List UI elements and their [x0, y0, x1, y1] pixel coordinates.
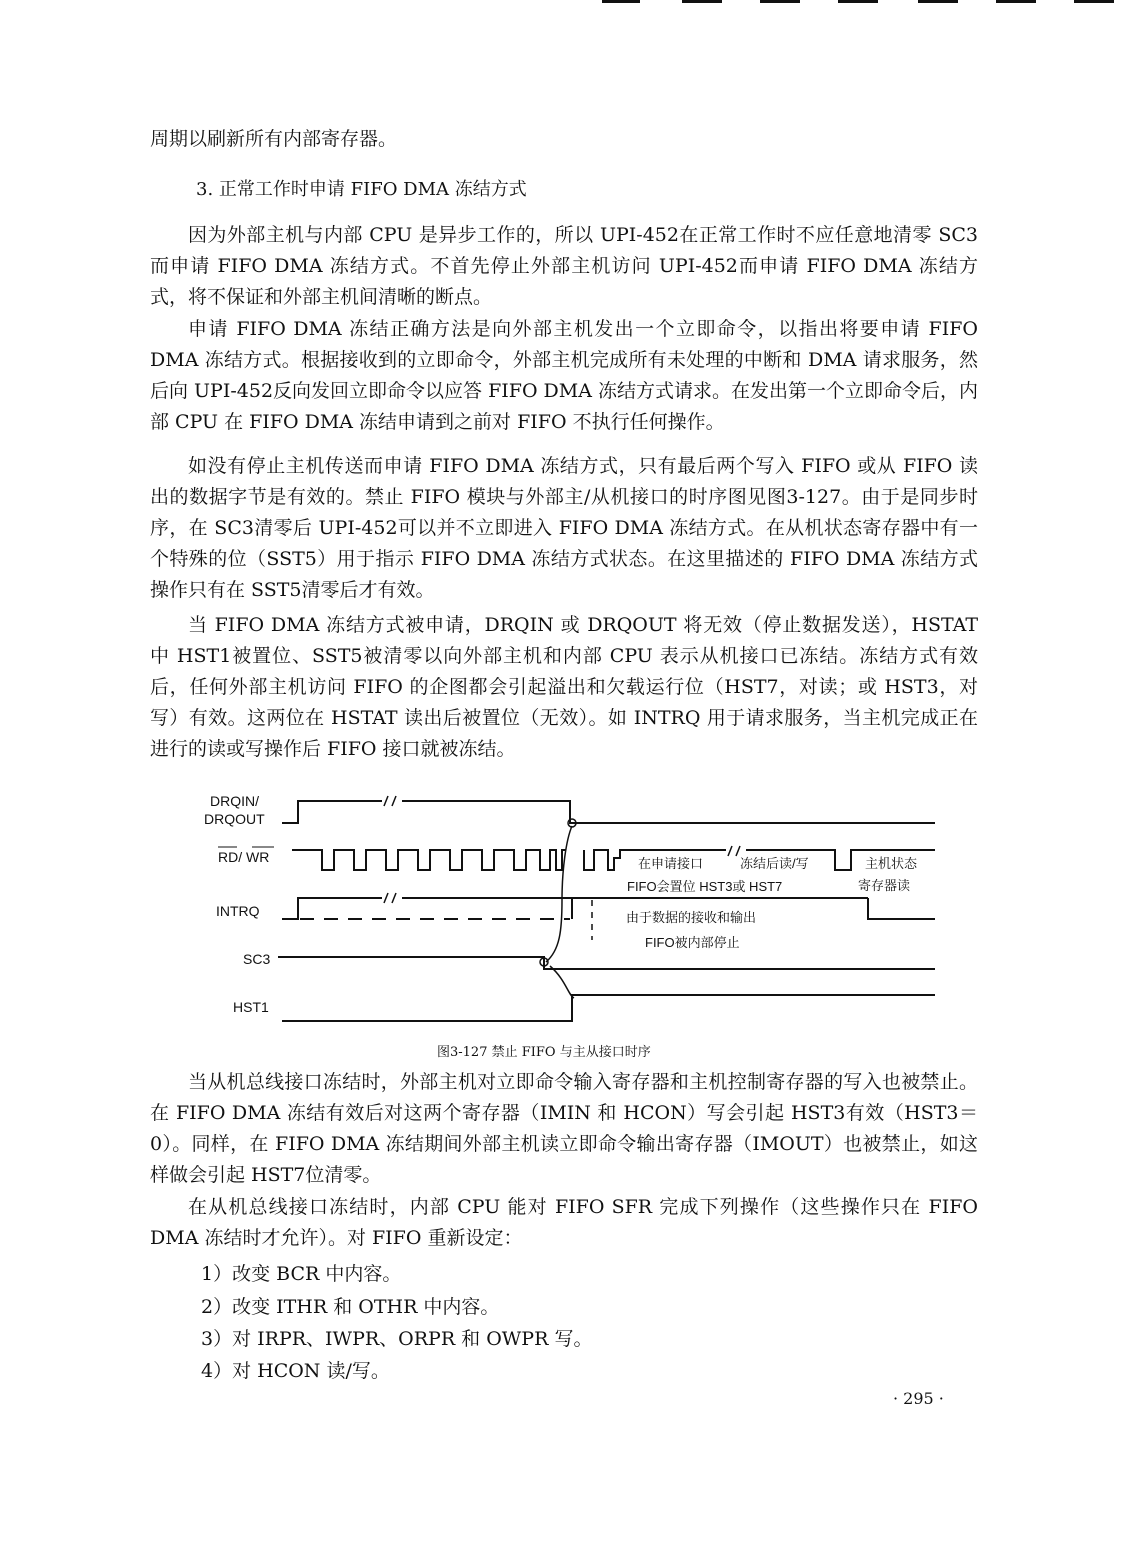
note-request-interface: 在申请接口	[638, 856, 704, 871]
label-intrq: INTRQ	[216, 903, 260, 919]
paragraph: 在从机总线接口冻结时，内部 CPU 能对 FIFO SFR 完成下列操作（这些操作只在 FIFO DMA 冻结时才允许）。对 FIFO 重新设定：	[150, 1196, 978, 1249]
top-rule	[760, 0, 800, 3]
page-number: · 295 ·	[893, 1389, 944, 1408]
intrq-break	[384, 893, 396, 903]
drq-break	[384, 796, 396, 806]
rdwr-waveform	[292, 850, 566, 870]
causality-curve	[546, 826, 572, 962]
label-sc3: SC3	[243, 951, 271, 967]
label-drqin: DRQIN/	[210, 793, 259, 809]
note-master-status-2: 寄存器读	[858, 878, 911, 893]
paragraph: 周期以刷新所有内部寄存器。	[150, 128, 398, 150]
paragraph: 当 FIFO DMA 冻结方式被申请，DRQIN 或 DRQOUT 将无效（停止数据发送），HSTAT 中 HST1被置位、SST5被清零以向外部主机和内部 CPU 表示从机接口已冻结。冻结方式有效后，任何外部主机访问 FIFO 的企图都会引起溢出和欠载运行位（HST7，对读；或 HST3，对写）有效。这两位在 HSTAT 读出后被置位（无效）。如 INTRQ 用于请求服务，当主机完成正在进行的读或写操作后 FIFO 接口就被冻结。	[150, 614, 978, 760]
label-drqout: DRQOUT	[204, 811, 265, 827]
paragraph: 因为外部主机与内部 CPU 是异步工作的，所以 UPI-452在正常工作时不应任意地清零 SC3而申请 FIFO DMA 冻结方式。不首先停止外部主机访问 UPI-452而申请 FIFO DMA 冻结方式，将不保证和外部主机间清晰的断点。	[150, 224, 978, 308]
note-after-freeze: 冻结后读/写	[740, 856, 809, 871]
rdwr-break	[728, 846, 740, 856]
drq-waveform	[282, 801, 935, 823]
note-fifo-set: FIFO会置位 HST3或 HST7	[627, 879, 783, 894]
list-item: 3）对 IRPR、IWPR、ORPR 和 OWPR 写。	[201, 1328, 593, 1350]
note-stop-2: FIFO被内部停止	[645, 935, 740, 950]
note-stop-1: 由于数据的接收和输出	[626, 910, 757, 925]
top-rule	[1074, 0, 1114, 3]
timing-diagram	[0, 790, 1122, 1030]
top-rule	[996, 0, 1036, 3]
paragraph: 当从机总线接口冻结时，外部主机对立即命令输入寄存器和主机控制寄存器的写入也被禁止。在 FIFO DMA 冻结有效后对这两个寄存器（IMIN 和 HCON）写会引起 HST3有效（HST3＝0）。同样，在 FIFO DMA 冻结期间外部主机读立即命令输出寄存器（IMOUT）也被禁止，如这样做会引起 HST7位清零。	[150, 1071, 978, 1186]
intrq-waveform	[282, 898, 935, 919]
label-rdwr: RD/ WR	[218, 849, 270, 865]
figure-caption: 图3-127 禁止 FIFO 与主从接口时序	[437, 1045, 651, 1060]
section-heading: 3. 正常工作时申请 FIFO DMA 冻结方式	[196, 179, 527, 200]
list-item: 1）改变 BCR 中内容。	[201, 1263, 402, 1285]
top-rule	[918, 0, 958, 3]
list-item: 4）对 HCON 读/写。	[201, 1360, 390, 1382]
sc3-waveform	[278, 957, 935, 969]
note-master-status-1: 主机状态	[865, 856, 918, 871]
top-rule	[682, 0, 722, 3]
list-item: 2）改变 ITHR 和 OTHR 中内容。	[201, 1296, 500, 1318]
paragraph: 申请 FIFO DMA 冻结正确方法是向外部主机发出一个立即命令，以指出将要申请 FIFO DMA 冻结方式。根据接收到的立即命令，外部主机完成所有未处理的中断和 DMA 请求服务，然后向 UPI-452反向发回立即命令以应答 FIFO DMA 冻结方式请求。在发出第一个立即命令后，内部 CPU 在 FIFO DMA 冻结申请到之前对 FIFO 不执行任何操作。	[150, 318, 979, 433]
label-hst1: HST1	[233, 999, 269, 1015]
paragraph: 如没有停止主机传送而申请 FIFO DMA 冻结方式，只有最后两个写入 FIFO 或从 FIFO 读出的数据字节是有效的。禁止 FIFO 模块与外部主/从机接口的时序图见图3-127。由于是同步时序，在 SC3清零后 UPI-452可以并不立即进入 FIFO DMA 冻结方式。在从机状态寄存器中有一个特殊的位（SST5）用于指示 FIFO DMA 冻结方式状态。在这里描述的 FIFO DMA 冻结方式操作只有在 SST5清零后才有效。	[150, 455, 978, 601]
hst1-waveform	[282, 995, 935, 1021]
top-rule	[602, 0, 640, 3]
top-rule	[838, 0, 878, 3]
causality-curve-2	[550, 966, 574, 998]
